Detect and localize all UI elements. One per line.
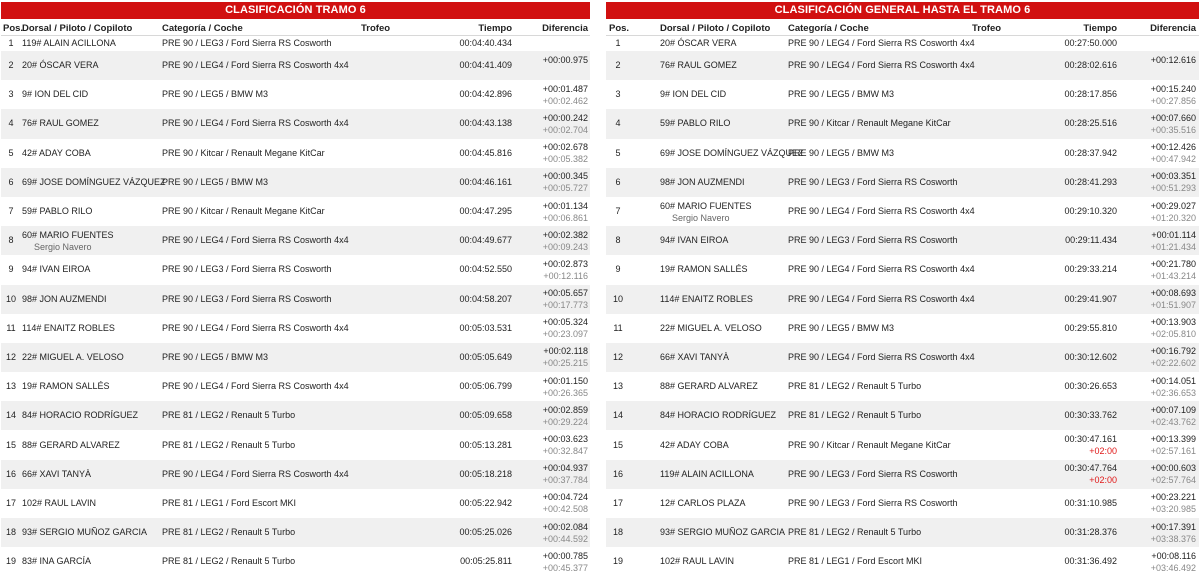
cell-pos: 1 [615,38,621,48]
header-category: Categoría / Coche [162,23,243,34]
cell-pos: 3 [615,89,621,100]
cell-diff2: +00:05.727 [542,183,588,194]
cell-time: 00:04:41.409 [459,60,512,71]
cell-time: 00:05:13.281 [459,439,512,450]
cell-time: 00:05:09.658 [459,410,512,421]
table-row [1,401,590,430]
cell-diff2: +00:32.847 [542,446,588,457]
table-row [1,518,590,547]
cell-cat: PRE 90 / LEG4 / Ford Sierra RS Cosworth 4x4 [162,60,349,71]
table-row [1,80,590,109]
cell-pos: 2 [8,60,14,71]
cell-diff1: +00:04.937 [542,463,588,474]
cell-driver: 88# GERARD ALVAREZ [660,381,758,392]
overall-classification-panel [606,2,1199,576]
table-row [1,255,590,284]
cell-diff2: +01:43.214 [1150,270,1196,281]
cell-pos: 16 [5,468,16,479]
cell-cat: PRE 90 / LEG4 / Ford Sierra RS Cosworth 4x4 [162,322,349,333]
cell-cat: PRE 90 / LEG3 / Ford Sierra RS Cosworth [788,497,958,508]
cell-diff2: +00:23.097 [542,329,588,340]
cell-diff2: +00:02.462 [542,95,588,106]
cell-diff1: +00:01.134 [542,200,588,211]
cell-pos: 14 [612,410,623,421]
table-row [606,36,1199,51]
cell-penalty: +02:00 [1089,446,1117,457]
header-diferencia: Diferencia [1150,23,1196,34]
stage-classification-panel [1,2,590,576]
cell-diff2: +00:51.293 [1150,183,1196,194]
table-row [606,109,1199,138]
cell-diff2: +02:43.762 [1150,416,1196,427]
table-row [1,547,590,576]
cell-diff2: +00:42.508 [542,504,588,515]
cell-diff2: +01:20.320 [1150,212,1196,223]
cell-driver: 19# RAMON SALLÉS [22,381,110,392]
cell-pos: 19 [5,556,16,567]
cell-time: 00:29:33.214 [1064,264,1117,275]
cell-diff1: +00:12.616 [1150,54,1196,65]
cell-time: 00:30:12.602 [1064,351,1117,362]
table-row [606,314,1199,343]
cell-pos: 12 [612,351,623,362]
cell-time: 00:05:18.218 [459,468,512,479]
cell-diff1: +00:05.657 [542,288,588,299]
cell-time: 00:05:25.026 [459,527,512,538]
stage-table-body [1,36,590,576]
cell-diff2: +00:37.784 [542,475,588,486]
cell-diff1: +00:13.399 [1150,434,1196,445]
cell-pos: 13 [612,381,623,392]
overall-table-header [606,19,1199,36]
header-trofeo: Trofeo [361,23,391,34]
table-row [606,168,1199,197]
cell-diff1: +00:29.027 [1150,200,1196,211]
cell-cat: PRE 90 / LEG4 / Ford Sierra RS Cosworth 4x4 [162,468,349,479]
cell-pos: 15 [612,439,623,450]
cell-time: 00:04:43.138 [459,118,512,129]
cell-time: 00:29:41.907 [1064,293,1117,304]
cell-diff2: +00:47.942 [1150,154,1196,165]
cell-pos: 2 [615,60,621,71]
cell-pos: 8 [615,235,621,246]
cell-driver: 20# ÓSCAR VERA [22,60,99,71]
cell-pos: 5 [615,147,621,158]
cell-driver: 22# MIGUEL A. VELOSO [660,322,762,333]
cell-driver: 59# PABLO RILO [22,206,93,217]
cell-cat: PRE 81 / LEG2 / Renault 5 Turbo [162,439,296,450]
cell-time: 00:28:37.942 [1064,147,1117,158]
cell-cat: PRE 90 / LEG5 / BMW M3 [162,89,269,100]
table-row [1,51,590,80]
header-pos: Pos. [609,23,630,34]
cell-driver: 9# ION DEL CID [22,89,89,100]
cell-pos: 14 [5,410,16,421]
cell-diff2: +00:27.856 [1150,95,1196,106]
cell-cat: PRE 90 / LEG4 / Ford Sierra RS Cosworth 4x4 [788,264,975,275]
cell-diff2: +00:26.365 [542,387,588,398]
cell-diff1: +00:12.426 [1150,142,1196,153]
cell-cat: PRE 81 / LEG2 / Renault 5 Turbo [788,410,922,421]
table-row [606,460,1199,489]
cell-cat: PRE 90 / Kitcar / Renault Megane KitCar [162,147,325,158]
cell-cat: PRE 90 / LEG5 / BMW M3 [788,147,895,158]
cell-driver: 60# MARIO FUENTES [660,200,752,211]
cell-driver: 93# SERGIO MUÑOZ GARCIA [22,527,148,538]
cell-driver: 9# ION DEL CID [660,89,727,100]
cell-diff1: +00:00.345 [542,171,588,182]
cell-diff1: +00:01.114 [1151,229,1196,240]
cell-pos: 4 [615,118,621,129]
cell-driver: 66# XAVI TANYÀ [22,468,92,479]
cell-time: 00:04:45.816 [459,147,512,158]
cell-driver: 66# XAVI TANYÀ [660,351,730,362]
header-trofeo: Trofeo [972,23,1002,34]
cell-time: 00:27:50.000 [1064,38,1117,48]
cell-diff1: +00:07.109 [1150,404,1196,415]
cell-pos: 19 [612,556,623,567]
cell-time: 00:28:17.856 [1064,89,1117,100]
header-driver: Dorsal / Piloto / Copiloto [22,23,133,34]
table-row [606,226,1199,255]
cell-pos: 8 [8,235,14,246]
cell-diff2: +00:25.215 [542,358,588,369]
cell-driver: 20# ÓSCAR VERA [660,38,737,48]
cell-cat: PRE 90 / LEG5 / BMW M3 [162,351,269,362]
cell-diff2: +02:22.602 [1150,358,1196,369]
cell-pos: 18 [612,527,623,538]
cell-time: 00:29:11.434 [1065,235,1117,246]
cell-time: 00:31:36.492 [1064,556,1117,567]
cell-pos: 15 [5,439,16,450]
cell-diff1: +00:08.693 [1150,288,1196,299]
cell-diff1: +00:02.678 [542,142,588,153]
table-row [606,343,1199,372]
header-pos: Pos. [3,23,24,34]
cell-driver: 94# IVAN EIROA [22,264,91,275]
cell-diff2: +03:46.492 [1150,562,1196,573]
table-row [606,197,1199,226]
cell-diff2: +00:44.592 [542,533,588,544]
cell-diff2: +00:45.377 [542,562,588,573]
cell-driver: 88# GERARD ALVAREZ [22,439,120,450]
cell-cat: PRE 90 / Kitcar / Renault Megane KitCar [788,439,951,450]
cell-time: 00:04:47.295 [459,206,512,217]
cell-diff1: +00:23.221 [1150,492,1196,503]
cell-cat: PRE 90 / LEG3 / Ford Sierra RS Cosworth [162,264,332,275]
cell-time: 00:04:58.207 [459,293,512,304]
cell-diff1: +00:07.660 [1150,112,1196,123]
cell-cat: PRE 81 / LEG2 / Renault 5 Turbo [162,527,296,538]
cell-codriver: Sergio Navero [672,212,730,223]
cell-cat: PRE 90 / Kitcar / Renault Megane KitCar [788,118,951,129]
cell-time: 00:04:49.677 [459,235,512,246]
cell-diff1: +00:08.116 [1151,550,1196,561]
cell-pos: 10 [612,293,623,304]
cell-driver: 102# RAUL LAVIN [22,497,97,508]
header-category: Categoría / Coche [788,23,869,34]
table-row [606,518,1199,547]
table-row [1,109,590,138]
cell-diff1: +00:13.903 [1150,317,1196,328]
table-row [606,255,1199,284]
cell-driver: 69# JOSE DOMÍNGUEZ VÁZQUEZ [660,147,804,158]
cell-diff1: +00:02.084 [542,521,588,532]
cell-time: 00:05:22.942 [459,497,512,508]
cell-cat: PRE 90 / LEG4 / Ford Sierra RS Cosworth 4x4 [788,60,975,71]
cell-pos: 7 [615,206,621,217]
cell-diff1: +00:16.792 [1150,346,1196,357]
cell-cat: PRE 90 / LEG3 / Ford Sierra RS Cosworth [788,468,958,479]
cell-driver: 93# SERGIO MUÑOZ GARCIA [660,527,786,538]
table-row [1,430,590,459]
cell-diff2: +00:12.116 [543,270,588,281]
cell-driver: 42# ADAY COBA [22,147,91,158]
cell-diff1: +00:14.051 [1150,375,1196,386]
cell-driver: 69# JOSE DOMÍNGUEZ VÁZQUEZ [22,176,166,187]
table-row [606,139,1199,168]
cell-diff1: +00:00.975 [542,54,588,65]
table-row [606,80,1199,109]
cell-diff2: +00:17.773 [542,300,588,311]
cell-diff1: +00:00.242 [542,112,588,123]
cell-time: 00:30:33.762 [1064,410,1117,421]
cell-cat: PRE 81 / LEG2 / Renault 5 Turbo [162,556,296,567]
cell-driver: 60# MARIO FUENTES [22,229,114,240]
table-row [606,285,1199,314]
cell-pos: 10 [5,293,16,304]
table-row [1,226,590,255]
cell-time: 00:04:42.896 [459,89,512,100]
cell-pos: 17 [5,497,16,508]
cell-cat: PRE 81 / LEG2 / Renault 5 Turbo [162,410,296,421]
cell-diff1: +00:00.603 [1150,463,1196,474]
cell-time: 00:29:10.320 [1064,206,1117,217]
cell-diff2: +00:09.243 [542,241,588,252]
cell-cat: PRE 81 / LEG2 / Renault 5 Turbo [788,527,922,538]
table-row [1,314,590,343]
cell-time: 00:05:03.531 [459,322,512,333]
cell-diff2: +00:35.516 [1150,124,1196,135]
cell-driver: 98# JON AUZMENDI [22,293,107,304]
cell-driver: 19# RAMON SALLÉS [660,264,748,275]
table-row [1,285,590,314]
cell-time: 00:04:46.161 [459,176,512,187]
table-row [606,430,1199,459]
table-row [1,343,590,372]
cell-diff2: +02:36.653 [1150,387,1196,398]
table-row [1,197,590,226]
cell-diff1: +00:17.391 [1150,521,1196,532]
cell-cat: PRE 90 / LEG4 / Ford Sierra RS Cosworth 4x4 [788,293,975,304]
table-row [1,139,590,168]
cell-cat: PRE 90 / LEG4 / Ford Sierra RS Cosworth 4x4 [162,118,349,129]
cell-cat: PRE 90 / LEG5 / BMW M3 [788,322,895,333]
cell-time: 00:05:25.811 [460,556,512,567]
cell-time: 00:04:40.434 [459,38,512,48]
cell-cat: PRE 90 / LEG3 / Ford Sierra RS Cosworth [162,38,332,48]
header-tiempo: Tiempo [1083,23,1117,34]
table-row [606,51,1199,80]
cell-driver: 119# ALAIN ACILLONA [22,38,116,48]
cell-diff2: +02:57.161 [1150,446,1196,457]
cell-time: 00:31:10.985 [1064,497,1117,508]
cell-cat: PRE 90 / LEG5 / BMW M3 [162,176,269,187]
cell-diff1: +00:01.150 [542,375,588,386]
cell-time: 00:05:05.649 [459,351,512,362]
cell-penalty: +02:00 [1089,475,1117,486]
cell-codriver: Sergio Navero [34,241,92,252]
cell-pos: 11 [613,322,623,333]
cell-driver: 119# ALAIN ACILLONA [660,468,754,479]
cell-time: 00:29:55.810 [1064,322,1117,333]
cell-time: 00:28:41.293 [1064,176,1117,187]
cell-driver: 83# INA GARCÍA [22,556,92,567]
cell-pos: 11 [6,322,16,333]
cell-driver: 59# PABLO RILO [660,118,731,129]
cell-driver: 76# RAUL GOMEZ [660,60,737,71]
cell-time: 00:30:47.764 [1064,463,1117,474]
cell-cat: PRE 90 / LEG4 / Ford Sierra RS Cosworth 4x4 [162,235,349,246]
table-row [1,168,590,197]
cell-driver: 42# ADAY COBA [660,439,729,450]
cell-time: 00:30:47.161 [1064,434,1117,445]
cell-pos: 12 [5,351,16,362]
cell-pos: 18 [5,527,16,538]
cell-cat: PRE 90 / LEG3 / Ford Sierra RS Cosworth [788,235,958,246]
cell-diff2: +00:06.861 [542,212,588,223]
table-row [606,547,1199,576]
cell-driver: 114# ENAITZ ROBLES [660,293,753,304]
cell-time: 00:30:26.653 [1064,381,1117,392]
table-row [606,401,1199,430]
cell-diff1: +00:03.623 [542,434,588,445]
cell-pos: 9 [615,264,621,275]
overall-table-body [606,36,1199,576]
stage-classification-title: CLASIFICACIÓN TRAMO 6 [1,2,590,19]
table-row [1,460,590,489]
cell-driver: 76# RAUL GOMEZ [22,118,99,129]
cell-diff1: +00:21.780 [1150,258,1196,269]
cell-cat: PRE 81 / LEG2 / Renault 5 Turbo [788,381,922,392]
cell-pos: 1 [8,38,14,48]
cell-diff1: +00:02.859 [542,404,588,415]
cell-diff2: +00:29.224 [542,416,588,427]
cell-diff1: +00:04.724 [542,492,588,503]
cell-diff2: +03:20.985 [1150,504,1196,515]
cell-diff2: +02:05.810 [1150,329,1196,340]
cell-time: 00:04:52.550 [459,264,512,275]
cell-diff2: +01:21.434 [1150,241,1196,252]
cell-pos: 4 [8,118,14,129]
overall-classification-title: CLASIFICACIÓN GENERAL HASTA EL TRAMO 6 [606,2,1199,19]
header-tiempo: Tiempo [478,23,512,34]
cell-driver: 94# IVAN EIROA [660,235,729,246]
cell-diff1: +00:15.240 [1150,83,1196,94]
header-driver: Dorsal / Piloto / Copiloto [660,23,771,34]
cell-pos: 3 [8,89,14,100]
cell-pos: 6 [615,176,621,187]
cell-driver: 102# RAUL LAVIN [660,556,735,567]
cell-cat: PRE 90 / LEG4 / Ford Sierra RS Cosworth 4x4 [788,206,975,217]
cell-cat: PRE 90 / LEG5 / BMW M3 [788,89,895,100]
cell-time: 00:28:02.616 [1064,60,1117,71]
cell-driver: 22# MIGUEL A. VELOSO [22,351,124,362]
cell-cat: PRE 90 / LEG4 / Ford Sierra RS Cosworth 4x4 [162,381,349,392]
table-row [1,372,590,401]
cell-pos: 5 [8,147,14,158]
cell-diff2: +00:02.704 [542,124,588,135]
cell-pos: 13 [5,381,16,392]
cell-diff1: +00:02.118 [543,346,588,357]
cell-pos: 9 [8,264,14,275]
cell-diff2: +00:05.382 [542,154,588,165]
cell-diff2: +02:57.764 [1150,475,1196,486]
cell-driver: 84# HORACIO RODRÍGUEZ [22,410,139,421]
cell-diff1: +00:01.487 [542,83,588,94]
cell-pos: 16 [612,468,623,479]
table-row [1,36,590,51]
cell-cat: PRE 90 / LEG3 / Ford Sierra RS Cosworth [162,293,332,304]
cell-time: 00:31:28.376 [1064,527,1117,538]
cell-cat: PRE 81 / LEG1 / Ford Escort MKI [162,497,297,508]
cell-driver: 98# JON AUZMENDI [660,176,745,187]
cell-pos: 6 [8,176,14,187]
cell-driver: 114# ENAITZ ROBLES [22,322,115,333]
cell-time: 00:28:25.516 [1064,118,1117,129]
header-diferencia: Diferencia [542,23,588,34]
cell-cat: PRE 81 / LEG1 / Ford Escort MKI [788,556,923,567]
cell-pos: 17 [612,497,623,508]
cell-diff2: +03:38.376 [1150,533,1196,544]
table-row [606,372,1199,401]
cell-cat: PRE 90 / LEG4 / Ford Sierra RS Cosworth 4x4 [788,351,975,362]
cell-diff1: +00:05.324 [542,317,588,328]
cell-cat: PRE 90 / Kitcar / Renault Megane KitCar [162,206,325,217]
table-row [606,489,1199,518]
cell-cat: PRE 90 / LEG4 / Ford Sierra RS Cosworth 4x4 [788,38,975,48]
cell-diff1: +00:02.382 [542,229,588,240]
cell-diff1: +00:00.785 [542,550,588,561]
table-row [1,489,590,518]
cell-diff1: +00:03.351 [1150,171,1196,182]
cell-diff2: +01:51.907 [1150,300,1196,311]
cell-time: 00:05:06.799 [459,381,512,392]
cell-cat: PRE 90 / LEG3 / Ford Sierra RS Cosworth [788,176,958,187]
cell-driver: 12# CARLOS PLAZA [660,497,746,508]
cell-pos: 7 [8,206,14,217]
stage-table-header [1,19,590,36]
cell-driver: 84# HORACIO RODRÍGUEZ [660,410,777,421]
cell-diff1: +00:02.873 [542,258,588,269]
